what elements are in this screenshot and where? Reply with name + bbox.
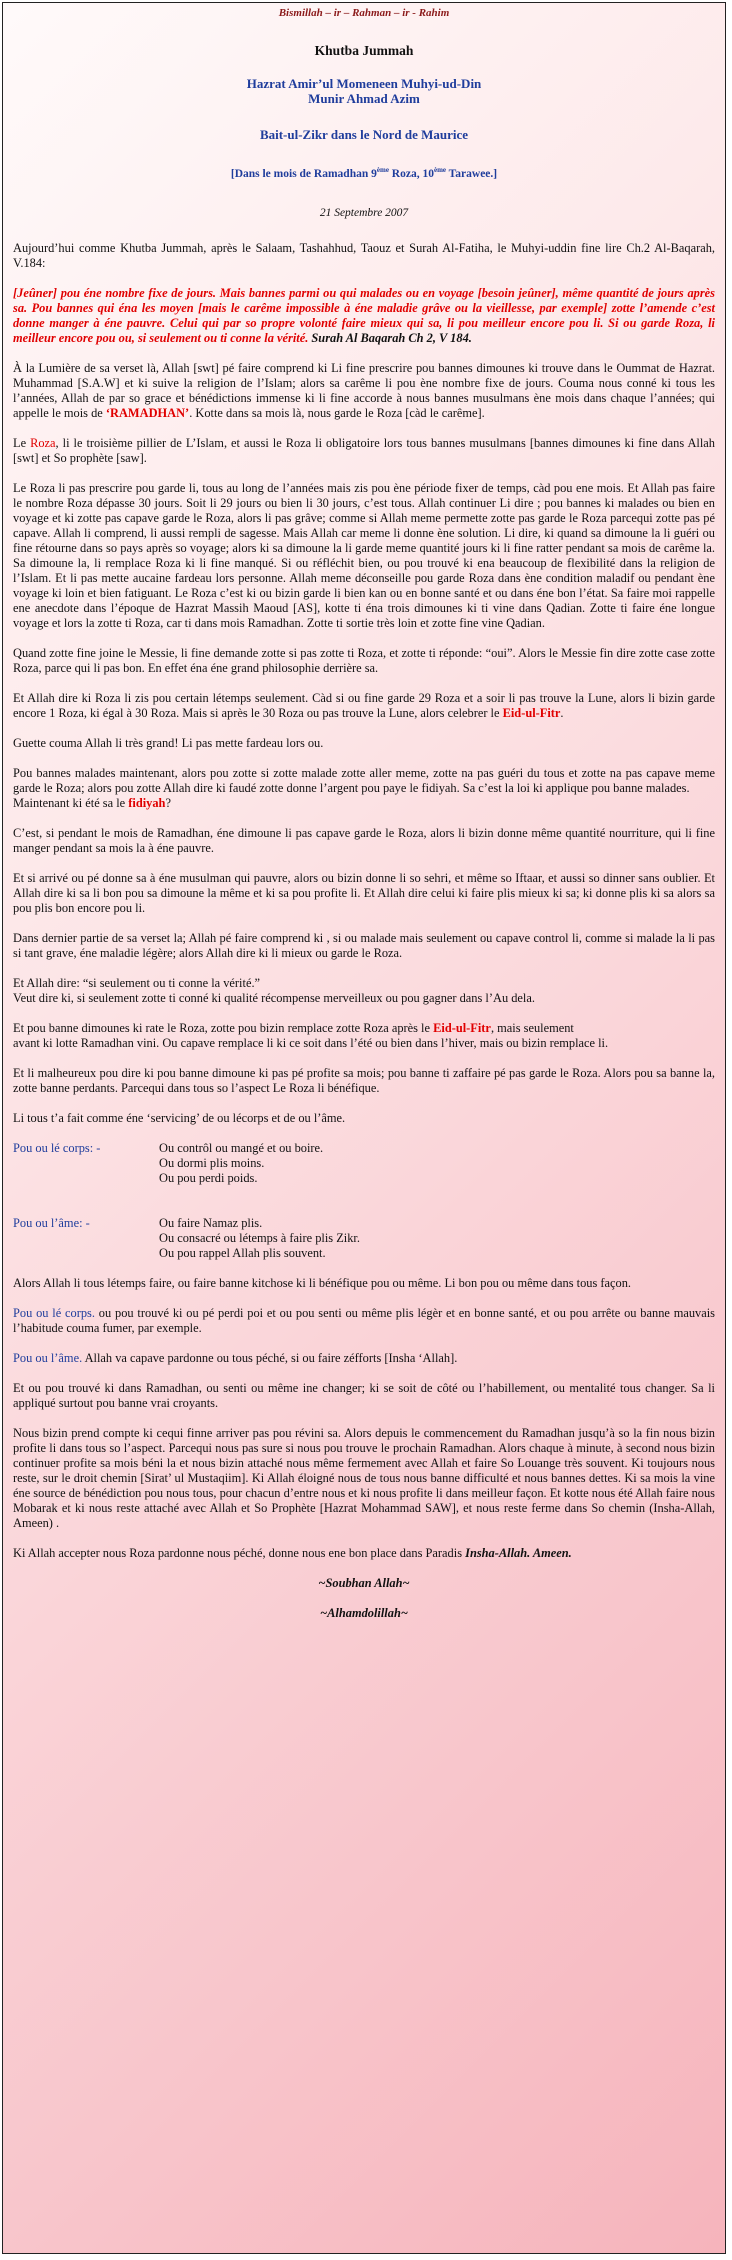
corps-label: Pou ou lé corps: - [13,1140,101,1155]
highlight-roza: Roza [30,435,56,450]
text-span: Le [13,435,31,450]
paragraph-arrive: Et si arrivé ou pé donne sa à éne musulman qui pauvre, alors ou bizin donne li so sehri, et même so Iftaar, et aussi so dinner sans oublier. Et Allah dire ki sa li bon pou sa dimoune la même et ki sa pou profite li. Et Allah dire celui ki faire plis mieux ki sa; ki donne plis ki sa alors sa pou plis bon encore pou li. [13,870,715,915]
ramadhan-text-1: [Dans le mois de Ramadhan 9 [230,167,377,180]
paragraph-alors: Alors Allah li tous létemps faire, ou faire banne kitchose ki li bénéfique pou ou même. Li bon pou ou même dans tous façon. [13,1275,632,1290]
ame-label: Pou ou l’âme: - [13,1215,90,1230]
text-span: . [560,705,564,720]
paragraph-intro: Aujourd’hui comme Khutba Jummah, après le Salaam, Tashahhud, Taouz et Surah Al-Fatiha, le Muhyi-uddin fine lire Ch.2 Al-Baqarah, V.184: [13,240,715,270]
paragraph-rate [13,1021,715,1051]
closing-soubhan: ~Soubhan Allah~ [318,1575,410,1590]
paragraph-dernier: Dans dernier partie de sa verset la; Allah pé faire comprend ki , si ou malade mais seulement ou capave control li, comme si malade la li pas si tant grave, éne maladie légère; alors Allah dire ki li mieux ou garde le Roza. [13,930,715,960]
paragraph-ame [13,1351,715,1366]
text-span: À la Lumière de sa verset là, Allah [swt] pé faire comprend ki Li fine prescrire pou bannes dimounes ki trouve dans le Oummat de Hazrat. Muhammad [S.A.W] et ki suive la religion de l’Islam; alors sa carême li pou ène nombre fixe de jours. Couma nous conné ki tous les l’années, Allah de par so grace et bénédictions immense ki li fine accorde à nous bannes musulmans ène mois dans chaque l’années; qui appelle le mois de [13,360,715,420]
author-line-2: Munir Ahmad Azim [308,91,420,106]
list-item: Ou pou perdi poids. [159,1170,258,1185]
text-span: avant ki lotte Ramadhan vini. Ou capave remplace li ki ce soit dans l’été ou bien dans l’hiver, mais ou bizin remplace li. [13,1035,609,1050]
text-span: ou pou trouvé ki ou pé perdi poi et ou pou senti ou même plis légèr et en bonne santé, et ou pou arrête ou banne mauvais l’habitude couma fumer, par exemple. [13,1305,715,1335]
list-item: Ou dormi plis moins. [159,1155,265,1170]
list-item: Ou pou rappel Allah plis souvent. [159,1245,326,1260]
paragraph-malheureux: Et li malheureux pou dire ki pou banne dimoune ki pas pé profite sa mois; pou banne ti zaffaire pé pas garde le Roza. Alors pou sa banne la, zotte banne perdants. Parcequi dans tous so l’aspect Le Roza li bénéfique. [13,1065,715,1095]
text-span: ? [165,795,171,810]
author-line-1: Hazrat Amir’ul Momeneen Muhyi-ud-Din [246,76,482,91]
paragraph-roza [13,436,715,466]
date-line: 21 Septembre 2007 [319,206,409,219]
paragraph-trouve: Et ou pou trouvé ki dans Ramadhan, ou senti ou même ine changer; ki se soit de côté ou l’habillement, ou mentalité tous changer. Sa li appliqué surtout pou banne vrai croyants. [13,1380,715,1410]
ameen-text: Insha-Allah. Ameen. [465,1545,572,1560]
ramadhan-sup-1: ème [376,166,389,174]
highlight-fidiyah: fidiyah [128,795,166,810]
page-title: Khutba Jummah [314,43,414,58]
paragraph-servicing: Li tous t’a fait comme éne ‘servicing’ de ou lécorps et de ou l’âme. [13,1110,346,1125]
ramadhan-text-2: Roza, 10 [388,167,434,180]
paragraph-malades [13,766,715,811]
paragraph-guette: Guette couma Allah li très grand! Li pas mette fardeau lors ou. [13,735,324,750]
quote-paragraph [13,286,715,346]
closing-alhamdolillah: ~Alhamdolillah~ [320,1605,408,1620]
text-span: Maintenant ki été sa le [13,795,129,810]
text-span: Allah va capave pardonne ou tous péché, si ou faire zéfforts [Insha ‘Allah]. [82,1350,458,1365]
ramadhan-line [13,166,715,180]
text-span: Veut dire ki, si seulement zotte ti conné ki qualité récompense merveilleux ou pou gagner dans l’Au dela. [13,990,535,1005]
paragraph-corps [13,1306,715,1336]
corps-list [13,1141,715,1186]
text-span: Pou bannes malades maintenant, alors pou zotte si zotte malade zotte aller meme, zotte na pas guéri du tous et zotte na pas capave meme garde le Roza; alors pou zotte Allah dire ki faudé zotte donne l’argent pou paye le fidiyah. Sa c’est la loi ki applique pou banne malades. [13,765,715,795]
ame-items [159,1216,360,1261]
text-span: Et Allah dire: “si seulement ou ti conne la vérité.” [13,975,261,990]
corps-heading: Pou ou lé corps. [13,1305,95,1320]
ame-list [13,1216,715,1261]
list-item: Ou consacré ou létemps à faire plis Zikr. [159,1230,360,1245]
highlight-eid-2: Eid-ul-Fitr [433,1020,491,1035]
paragraph-nous: Nous bizin prend compte ki cequi finne arriver pas pou révini sa. Alors depuis le commencement du Ramadhan jusqu’à so la fin nous bizin profite li dans tous so l’aspect. Parcequi nous pas sure si nous pou trouve le prochain Ramadhan. Alors chaque à minute, à second nous bizin continuer profite sa mois béni la et nous bizin attaché nous même fermement avec Allah et faire So Louange très souvent. Ki toujours nous reste, sur le droit chemin [Sirat’ ul Mustaqiim]. Ki Allah éloigné nous de tous nous banne difficulté et nous bannes dettes. Ki sa mois la vine éne source de bénédiction pou nous tous, pour chacun d’entre nous et ki nous profite li dans meilleur façon. Et kotte nous été Allah faire nous Mobarak et ki nous reste attaché avec Allah et So Prophète [Hazrat Mohammad SAW], et nous reste ferme dans So chemin (Insha-Allah, Ameen) . [13,1425,715,1530]
paragraph-cest: C’est, si pendant le mois de Ramadhan, éne dimoune li pas capave garde le Roza, alors li bizin donne même quantité nourriture, qui li fine manger pendant sa mois la à éne pauvre. [13,825,715,855]
paragraph-eid [13,691,715,721]
list-item: Ou faire Namaz plis. [159,1215,263,1230]
highlight-ramadhan: ‘RAMADHAN’ [105,405,190,420]
text-span: . Kotte dans sa mois là, nous garde le Roza [càd le carême]. [189,405,485,420]
text-span: , li le troisième pillier de L’Islam, et aussi le Roza li obligatoire lors tous bannes musulmans [bannes dimounes ki fine dans Allah [swt] et So prophète [saw]. [13,435,715,465]
corps-items [159,1141,323,1186]
quran-quote: [Jeûner] pou éne nombre fixe de jours. Mais bannes parmi ou qui malades ou en voyage [besoin jeûner], même quantité de jours après sa. Pou bannes qui éna les moyen [mais le carême impossible à éne maladie grâve ou la vieillesse, par exemple] zotte l’amende c’est donne manger à éne pauvre. Celui qui par so propre volonté faire mieux qui sa, li pou meilleur encore pou li. Si ou garde Roza, li meilleur encore pou ou, si seulement ou ti conne la vérité. [13,285,715,345]
text-span: Et Allah dire ki Roza li zis pou certain létemps seulement. Càd si ou fine garde 29 Roza et a soir li pas trouve la Lune, alors li bizin garde encore 1 Roza, ki égal à 30 Roza. Mais si après le 30 Roza ou pas trouve la Lune, alors celebrer le [13,690,715,720]
paragraph-prescrire: Le Roza li pas prescrire pou garde li, tous au long de l’années mais zis pou ène période fixer de temps, càd pou ene mois. Et Allah pas faire le nombre Roza dépasse 30 jours. Soit li 29 jours ou bien li 30 jours, c’est tous. Allah continuer Li dire ; pou bannes ki malades ou bien en voyage et ki zotte pas capave garde le Roza, alors li pas grâve; comme si Allah meme permette zotte pas garde le Roza parcequi zotte pas pé capave. Allah li comprend, li aussi rempli de sagesse. Mais Allah car meme li donne ène solution. Li dire, ki quand sa dimoune la li guéri ou fine rétourne dans so pays après so voyage; alors ki sa dimoune la li garde meme quantité jours ki li fine ratter pendant sa mois de carême la. Sa dimoune la, li remplace Roza ki li fine manqué. Si ou réfléchit bien, ou pou trouvé ki ena beaucoup de flexibilité dans la religion de l’Islam. Et li pas mette aucaine fardeau lors personne. Allah meme déconseille pou garde Roza dans ène condition maladif ou pendant ène voyage ki loin et bien fatiguant. Le Roza c’est ki ou bizin garde li bien kan ou en bonne santé et ou dans éne bon l’état. Sa faire moi rappelle ene anecdote dans l’époque de Hazrat Massih Maoud [AS], kotte ti éna trois dimounes ki ti vine dans Qadian. Zotte ti faire éne longue voyage et lors la zotte ti Roza, car ti dans mois Ramadhan. Zotte ti sortie très loin et zotte fine vine Qadian. [13,480,715,630]
list-item: Ou contrôl ou mangé et ou boire. [159,1140,324,1155]
paragraph-messie: Quand zotte fine joine le Messie, li fine demande zotte si pas zotte ti Roza, et zotte ti réponde: “oui”. Alors le Messie fin dire zotte case zotte Roza, parce qui li pas bon. En effet éna éne grand philosophie derrière sa. [13,645,715,675]
bismillah-header: Bismillah – ir – Rahman – ir - Rahim [278,7,450,19]
paragraph-lumiere [13,361,715,421]
ame-heading: Pou ou l’âme. [13,1350,83,1365]
highlight-eid: Eid-ul-Fitr [502,705,561,720]
ramadhan-sup-2: ème [433,166,447,174]
location-line: Bait-ul-Zikr dans le Nord de Maurice [259,127,469,142]
text-span: , mais seulement [490,1020,574,1035]
document-page [2,2,726,2254]
text-span: Ki Allah accepter nous Roza pardonne nous péché, donne nous ene bon place dans Paradis [13,1545,466,1560]
quote-reference: Surah Al Baqarah Ch 2, V 184. [308,330,472,345]
paragraph-accepter [13,1546,715,1561]
paragraph-dire [13,976,715,1006]
author-block [13,76,715,106]
ramadhan-text-3: Tarawee.] [446,167,498,180]
text-span: Et pou banne dimounes ki rate le Roza, zotte pou bizin remplace zotte Roza après le [13,1020,434,1035]
